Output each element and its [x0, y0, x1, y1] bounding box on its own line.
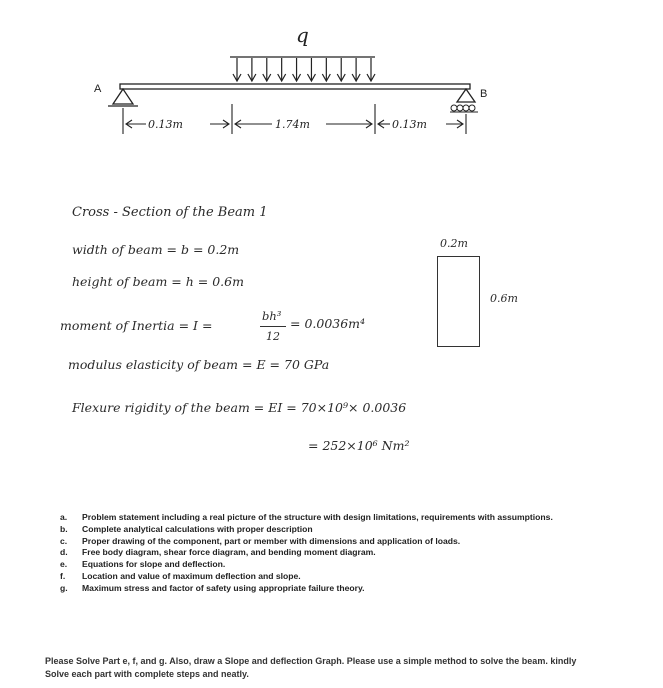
height-line: height of beam = h = 0.6m: [72, 274, 244, 289]
requirement-letter: e.: [60, 559, 68, 570]
inertia-value: = 0.0036m⁴: [290, 316, 366, 331]
support-b-label: B: [480, 88, 488, 100]
support-a-label: A: [94, 83, 102, 95]
flexure-result: = 252×10⁶ Nm²: [308, 438, 410, 453]
beam-body: [120, 84, 470, 89]
support-b-roller: [450, 89, 478, 112]
requirement-letter: g.: [60, 582, 68, 593]
section-height-label: 0.6m: [490, 292, 518, 305]
beam-diagram: [0, 0, 663, 200]
dim-right-label: 0.13m: [392, 118, 427, 131]
requirement-letter: f.: [60, 570, 66, 581]
requirement-letter: d.: [60, 547, 68, 558]
requirement-item: [60, 547, 580, 559]
requirement-item: [60, 512, 580, 524]
requirement-text: Free body diagram, shear force diagram, and bending moment diagram.: [82, 547, 376, 558]
requirement-item: [60, 536, 580, 548]
requirement-letter: c.: [60, 535, 68, 546]
requirement-item: [60, 559, 580, 571]
requirement-text: Complete analytical calculations with proper description: [82, 523, 313, 534]
flexure-line: Flexure rigidity of the beam = EI = 70×10⁹× 0.0036: [72, 400, 407, 415]
inertia-fraction-bar: [260, 326, 286, 327]
load-arrows: [233, 58, 375, 81]
width-line: width of beam = b = 0.2m: [72, 242, 240, 257]
modulus-line: modulus elasticity of beam = E = 70 GPa: [68, 357, 330, 372]
dim-middle-label: 1.74m: [275, 118, 310, 131]
section-width-label: 0.2m: [440, 237, 468, 250]
requirement-item: [60, 571, 580, 583]
requirement-item: [60, 583, 580, 595]
requirement-text: Equations for slope and deflection.: [82, 559, 226, 570]
section-heading: Cross - Section of the Beam 1: [72, 205, 268, 220]
requirement-text: Location and value of maximum deflection and slope.: [82, 570, 301, 581]
inertia-numerator: bh³: [262, 309, 282, 323]
inertia-prefix: moment of Inertia = I =: [60, 318, 213, 333]
requirement-text: Proper drawing of the component, part or member with dimensions and application of loads.: [82, 535, 461, 546]
cross-section-rectangle: [437, 256, 480, 347]
requirement-letter: a.: [60, 512, 68, 522]
requirement-text: Maximum stress and factor of safety using appropriate failure theory.: [82, 582, 365, 593]
requirement-text: Problem statement including a real picture of the structure with design limitations, requirements with assumptions.: [82, 512, 553, 522]
dim-left-label: 0.13m: [148, 118, 183, 131]
requirement-letter: b.: [60, 523, 68, 534]
load-label: q: [296, 23, 309, 47]
requirement-item: [60, 524, 580, 536]
support-a-pin: [108, 89, 138, 106]
inertia-denominator: 12: [266, 330, 280, 343]
question-text: Please Solve Part e, f, and g. Also, draw a Slope and deflection Graph. Please use a simple method to solve the beam. kindly Solve each part with complete steps and neatly.: [45, 656, 577, 679]
requirements-list: [60, 512, 580, 595]
